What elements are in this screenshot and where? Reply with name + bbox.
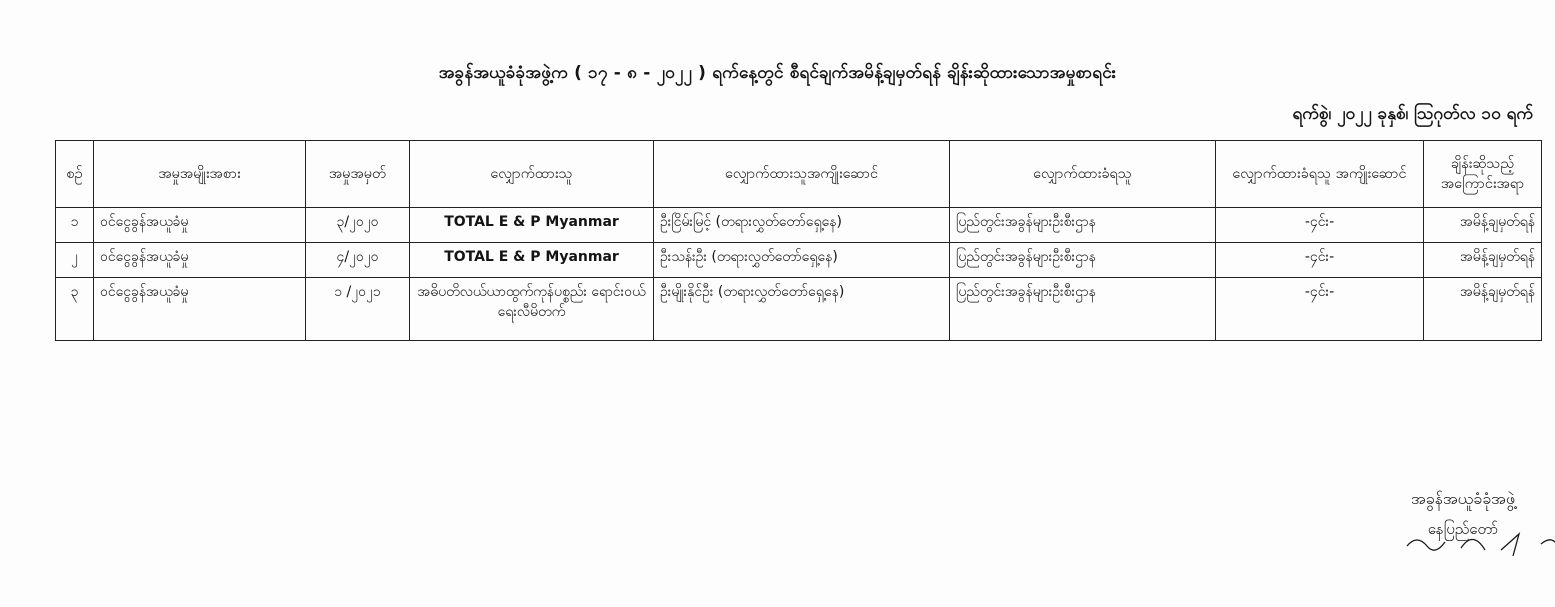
- row-appellant-rep: ဦးမျိုးနိုင်ဦး (တရားလွှတ်တော်ရှေ့နေ): [654, 278, 950, 341]
- row-respondent-rep: -၄င်း-: [1216, 243, 1424, 278]
- header-appellant-rep: လျှောက်ထားသူအကျိုးဆောင်: [654, 141, 950, 208]
- table-row: [56, 243, 1542, 278]
- row-case-no: ၄/၂၀၂၀: [306, 243, 410, 278]
- row-decision: အမိန့်ချမှတ်ရန်: [1424, 208, 1542, 243]
- row-respondent-rep: -၄င်း-: [1216, 278, 1424, 341]
- row-respondent: ပြည်တွင်းအခွန်များဦးစီးဌာန: [950, 243, 1216, 278]
- header-case-no: အမှုအမှတ်: [306, 141, 410, 208]
- row-decision: အမိန့်ချမှတ်ရန်: [1424, 243, 1542, 278]
- page-title: အခွန်အယူခံခုံအဖွဲ့က ( ၁၇ - ၈ - ၂၀၂၂ ) ရက်နေ့တွင် စီရင်ချက်အမိန့်ချမှတ်ရန် ချိန်းဆိုထားသောအမှုစာရင်း: [438, 63, 1117, 83]
- row-case-no: ၁ /၂၀၂၁: [306, 278, 410, 341]
- row-respondent-rep: -၄င်း-: [1216, 208, 1424, 243]
- row-appellant: အဓိပတိလယ်ယာထွက်ကုန်ပစ္စည်း ရောင်းဝယ်ရေးလီမိတက်: [410, 278, 654, 341]
- row-case-type: ဝင်ငွေခွန်အယူခံမှု: [94, 208, 306, 243]
- header-no: စဉ်: [56, 141, 94, 208]
- signature-place: နေပြည်တော်: [1427, 520, 1499, 538]
- table-header-row: [56, 141, 1542, 208]
- document-date: ရက်စွဲ၊ ၂၀၂၂ ခုနှစ်၊ ဩဂုတ်လ ၁၀ ရက်: [1292, 104, 1533, 124]
- header-appellant: လျှောက်ထားသူ: [410, 141, 654, 208]
- row-appellant-rep: ဦးငြိမ်းမြင့် (တရားလွှတ်တော်ရှေ့နေ): [654, 208, 950, 243]
- handwritten-signature-icon: [1401, 516, 1555, 556]
- row-no: ၃: [56, 278, 94, 341]
- signature-block: [1411, 488, 1515, 542]
- table-row: [56, 208, 1542, 243]
- signature-org: အခွန်အယူခံခုံအဖွဲ့: [1410, 489, 1515, 508]
- row-case-type: ဝင်ငွေခွန်အယူခံမှု: [94, 278, 306, 341]
- row-no: ၂: [56, 243, 94, 278]
- row-appellant: TOTAL E & P Myanmar: [410, 243, 654, 278]
- row-appellant: TOTAL E & P Myanmar: [410, 208, 654, 243]
- case-table: [55, 140, 1542, 341]
- header-respondent: လျှောက်ထားခံရသူ: [950, 141, 1216, 208]
- row-respondent: ပြည်တွင်းအခွန်များဦးစီးဌာန: [950, 278, 1216, 341]
- header-respondent-rep: လျှောက်ထားခံရသူ အကျိုးဆောင်: [1216, 141, 1424, 208]
- row-respondent: ပြည်တွင်းအခွန်များဦးစီးဌာန: [950, 208, 1216, 243]
- table-row: [56, 278, 1542, 341]
- header-case-type: အမှုအမျိုးအစား: [94, 141, 306, 208]
- row-appellant-rep: ဦးသန်းဦး (တရားလွှတ်တော်ရှေ့နေ): [654, 243, 950, 278]
- row-no: ၁: [56, 208, 94, 243]
- header-decision: ချိန်းဆိုသည့် အကြောင်းအရာ: [1424, 141, 1542, 208]
- row-case-type: ဝင်ငွေခွန်အယူခံမှု: [94, 243, 306, 278]
- row-case-no: ၃/၂၀၂၀: [306, 208, 410, 243]
- row-decision: အမိန့်ချမှတ်ရန်: [1424, 278, 1542, 341]
